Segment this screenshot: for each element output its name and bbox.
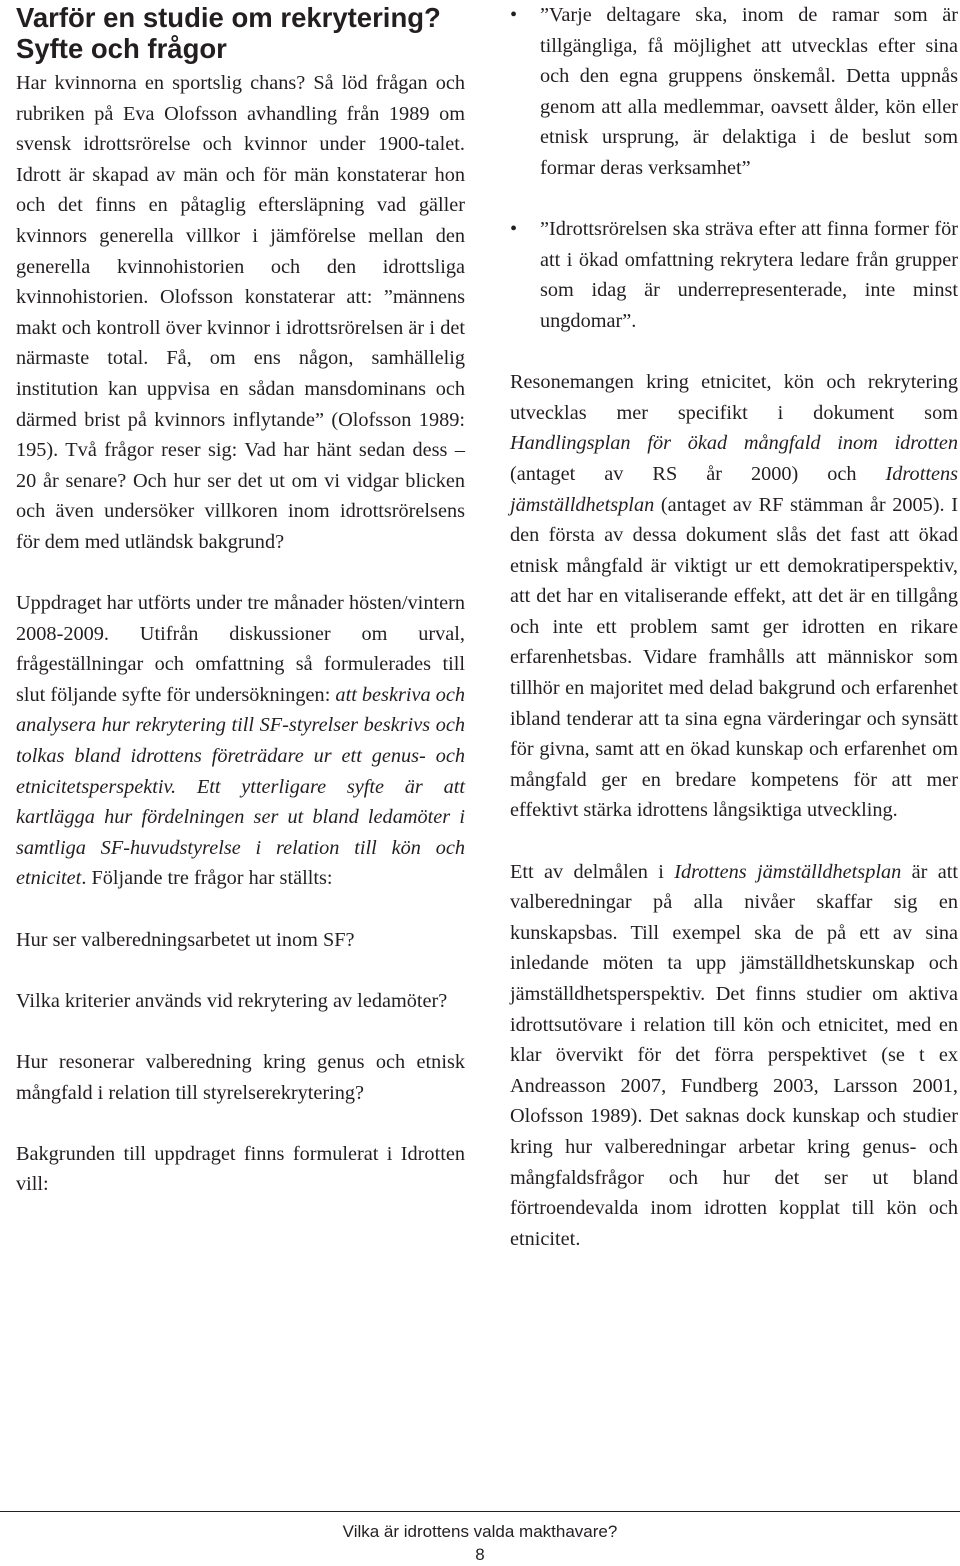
ethnicity-text-1: Resonemangen kring etnicitet, kön och rekrytering utvecklas mer specifikt i dokument som xyxy=(510,371,958,424)
doc-title-jamstalldhetsplan: Idrottens jämställdhetsplan xyxy=(510,462,958,516)
goals-text-1: Ett av delmålen i xyxy=(510,860,675,883)
doc-title-handlingsplan: Handlingsplan för ökad mångfald inom idrotten xyxy=(510,432,958,455)
background-paragraph: Bakgrunden till uppdraget finns formulerat i Idrotten vill: xyxy=(16,1142,465,1196)
quote-bullet-2 xyxy=(510,214,958,336)
goals-text-2: är att valberedningar på alla nivåer skaffar sig en kunskapsbas. Till exempel ska de på ett av sina inledande möten ta upp jämställdhetskunskap och jämställdhetsperspektiv. Det finns studier om aktiva idrottsutövare i relation till kön och etnicitet, med en klar övervikt för det förra perspektivet (se t ex Andreasson 2007, Fundberg 2003, Larsson 2001, Olofsson 1989). Det saknas dock kunskap och studier kring hur valberedningar arbetar kring genus- och mångfaldsfrågor och hur det ser ut bland förtroendevalda inom idrotten kopplat till kön och etnicitet. xyxy=(510,860,958,1250)
page-number: 8 xyxy=(475,1545,485,1564)
quote-text-2: ”Idrottsrörelsen ska sträva efter att finna former för att i ökad omfattning rekrytera ledare från grupper som idag är underrepresenterade, inte minst ungdomar”. xyxy=(540,218,958,332)
ethnicity-text-3: (antaget av RF stämman år 2005). I den första av dessa dokument slås det fast att ökad etnisk mångfald är viktigt ur ett demokratiperspektiv, att det har en vitaliserande effekt, att det är en tillgång och inte ett problem samt ger idrotten en rikare erfarenhetsbas. Vidare framhålls att människor som tillhör en majoritet med delad bakgrund och erfarenhet ibland tenderar att ta sina egna värderingar och synsätt för givna, samt att en ökad kunskap och erfarenhet om mångfald ger en bredare kompetens för att mer effektivt stärka idrottens långsiktiga utveckling. xyxy=(510,493,958,822)
goals-paragraph xyxy=(510,857,958,1255)
ethnicity-paragraph xyxy=(510,367,958,826)
quote-bullet-1 xyxy=(510,0,958,184)
section-heading: Varför en studie om rekrytering? Syfte och frågor xyxy=(16,2,441,64)
footer-title: Vilka är idrottens valda makthavare? xyxy=(342,1522,618,1541)
footer-divider xyxy=(0,1511,960,1512)
quote-text-1: ”Varje deltagare ska, inom de ramar som är tillgängliga, få möjlighet att utvecklas efter sina och den egna gruppens önskemål. Detta uppnås genom att alla medlemmar, oavsett ålder, kön eller etnisk ursprung, är delaktiga i de beslut som formar deras verksamhet” xyxy=(540,4,958,179)
doc-title-jamstalldhetsplan-2: Idrottens jämställdhetsplan xyxy=(674,860,902,883)
left-column xyxy=(16,0,465,1200)
ethnicity-text-2: (antaget av RS år 2000) och xyxy=(510,462,886,485)
right-column xyxy=(510,0,958,1254)
purpose-text-2: . Följande tre frågor har ställts: xyxy=(81,867,333,890)
purpose-italic: att beskriva och analysera hur rekrytering till SF-styrelser beskrivs och tolkas bland idrottens företrädare ur ett genus- och etnicitetsperspektiv. Ett ytterligare syfte är att kartlägga hur fördelningen ser ut bland ledamöter i samtliga SF-huvudstyrelse i relation till kön och etnicitet xyxy=(16,683,465,890)
bullet-icon: • xyxy=(510,218,518,241)
purpose-paragraph xyxy=(16,588,465,894)
question-2: Vilka kriterier används vid rekrytering av ledamöter? xyxy=(16,989,448,1012)
question-3: Hur resonerar valberedning kring genus och etnisk mångfald i relation till styrelserekrytering? xyxy=(16,1051,465,1104)
purpose-text-1: Uppdraget har utförts under tre månader hösten/vintern 2008-2009. Utifrån diskussioner om urval, frågeställningar och omfattning så formulerades till slut följande syfte för undersökningen: xyxy=(16,592,465,706)
intro-paragraph: Har kvinnorna en sportslig chans? Så löd frågan och rubriken på Eva Olofsson avhandling från 1989 om svensk idrottsrörelse och kvinnor under 1900-talet. Idrott är skapad av män och för män konstaterar hon och det finns en påtaglig eftersläpning vad gäller kvinnors generella villkor i jämförelse mellan den generella kvinnohistorien och den idrottsliga kvinnohistorien. Olofsson konstaterar att: ”männens makt och kontroll över kvinnor i idrottsrörelsen är i det närmaste total. Få, om ens någon, samhällelig institution kan uppvisa en sådan mansdominans och därmed brist på kvinnors inflytande” (Olofsson 1989: 195). Två frågor reser sig: Vad har hänt sedan dess – 20 år senare? Och hur ser det ut om vi vidgar blicken och även undersöker villkoren inom idrottsrörelsens för dem med utländsk bakgrund? xyxy=(16,72,465,553)
bullet-icon: • xyxy=(510,4,518,26)
question-1: Hur ser valberedningsarbetet ut inom SF? xyxy=(16,928,355,951)
